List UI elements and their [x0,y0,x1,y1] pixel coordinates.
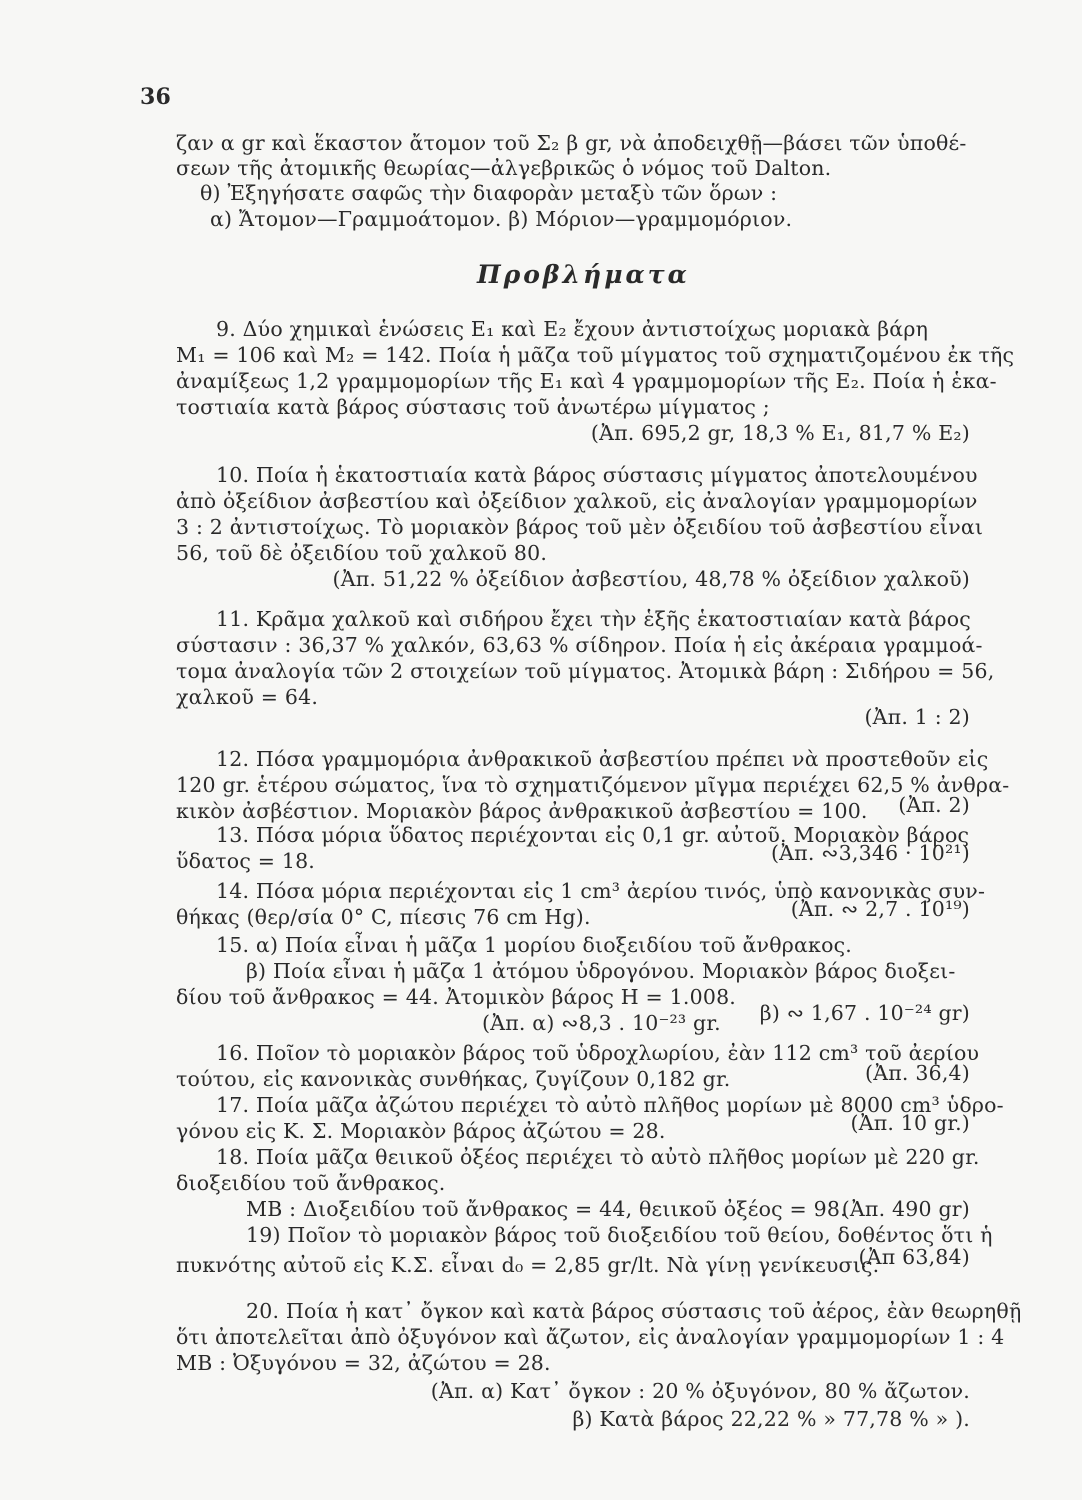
text-line: ζαν α gr καὶ ἕκαστον ἄτομον τοῦ Σ₂ β gr, νὰ ἀποδειχθῇ—βάσει τῶν ὑποθέ- [176,131,967,155]
text-line: γόνου εἰς Κ. Σ. Μοριακὸν βάρος ἀζώτου = 28. [176,1119,666,1143]
text-line: τούτου, εἰς κανονικὰς συνθήκας, ζυγίζουν 0,182 gr. [176,1067,731,1091]
text-line: 3 : 2 ἀντιστοίχως. Τὸ μοριακὸν βάρος τοῦ μὲν ὀξειδίου τοῦ ἀσβεστίου εἶναι [176,515,984,539]
answer-line: (Ἀπ. 1 : 2) [864,705,970,729]
text-line: 11. Κρᾶμα χαλκοῦ καὶ σιδήρου ἔχει τὴν ἑξῆς ἑκατοστιαίαν κατὰ βάρος [216,607,971,631]
answer-line: β) ∾ 1,67 . 10⁻²⁴ gr) [759,1001,970,1025]
text-line: 120 gr. ἑτέρου σώματος, ἵνα τὸ σχηματιζόμενον μῖγμα περιέχει 62,5 % ἀνθρα- [176,773,1010,797]
text-line: ΜΒ : Ὀξυγόνου = 32, ἀζώτου = 28. [176,1351,551,1375]
text-line: M₁ = 106 καὶ M₂ = 142. Ποία ἡ μᾶζα τοῦ μίγματος τοῦ σχηματιζομένου ἐκ τῆς [176,343,1015,367]
text-line: χαλκοῦ = 64. [176,685,319,709]
text-line: 12. Πόσα γραμμομόρια ἀνθρακικοῦ ἀσβεστίου πρέπει νὰ προστεθοῦν εἰς [216,747,989,771]
answer-line: (Ἀπ. ∾ 2,7 . 10¹⁹) [790,897,970,921]
text-line: 20. Ποία ἡ κατ᾽ ὄγκον καὶ κατὰ βάρος σύστασις τοῦ ἀέρος, ἐὰν θεωρηθῇ [246,1299,1022,1323]
text-line: ἀπὸ ὀξείδιον ἀσβεστίου καὶ ὀξείδιον χαλκοῦ, εἰς ἀναλογίαν γραμμομορίων [176,489,978,513]
text-line: θήκας (θερ/σία 0° C, πίεσις 76 cm Hg). [176,905,591,929]
section-title: Προβλήματα [477,260,690,289]
answer-line: (Ἀπ. 51,22 % ὀξείδιον ἀσβεστίου, 48,78 % ὀξείδιον χαλκοῦ) [332,567,970,591]
text-line: 15. α) Ποία εἶναι ἡ μᾶζα 1 μορίου διοξειδίου τοῦ ἄνθρακος. [216,933,853,957]
text-line: 56, τοῦ δὲ ὀξειδίου τοῦ χαλκοῦ 80. [176,541,548,565]
text-line: 14. Πόσα μόρια περιέχονται εἰς 1 cm³ ἀερίου τινός, ὑπὸ κανονικὰς συν- [216,879,986,903]
text-line: 10. Ποία ἡ ἑκατοστιαία κατὰ βάρος σύστασις μίγματος ἀποτελουμένου [216,463,978,487]
text-line: 13. Πόσα μόρια ὕδατος περιέχονται εἰς 0,1 gr. αὐτοῦ. Μοριακὸν βάρος [216,823,970,847]
text-line: 17. Ποία μᾶζα ἀζώτου περιέχει τὸ αὐτὸ πλῆθος μορίων μὲ 8000 cm³ ὑδρο- [216,1093,1004,1117]
answer-line: (Ἀπ. 10 gr.) [850,1111,970,1135]
answer-line: (Ἀπ. 490 gr) [841,1197,970,1221]
text-line: πυκνότης αὐτοῦ εἰς Κ.Σ. εἶναι d₀ = 2,85 gr/lt. Νὰ γίνῃ γενίκευσις. [176,1253,880,1277]
text-line: τοστιαία κατὰ βάρος σύστασις τοῦ ἀνωτέρω μίγματος ; [176,395,770,419]
text-line: α) Ἄτομον—Γραμμοάτομον. β) Μόριον—γραμμομόριον. [210,207,793,231]
answer-line: (Ἀπ. 36,4) [865,1061,970,1085]
text-line: 19) Ποῖον τὸ μοριακὸν βάρος τοῦ διοξειδίου τοῦ θείου, δοθέντος ὅτι ἡ [246,1223,993,1247]
text-line: σύστασιν : 36,37 % χαλκόν, 63,63 % σίδηρον. Ποία ἡ εἰς ἀκέραια γραμμοά- [176,633,983,657]
text-line: ἀναμίξεως 1,2 γραμμομορίων τῆς Ε₁ καὶ 4 γραμμομορίων τῆς Ε₂. Ποία ἡ ἑκα- [176,369,997,393]
answer-line: β) Κατὰ βάρος 22,22 % » 77,78 % » ). [572,1407,970,1431]
text-line: ὕδατος = 18. [176,849,316,873]
text-line: β) Ποία εἶναι ἡ μᾶζα 1 ἀτόμου ὑδρογόνου. Μοριακὸν βάρος διοξει- [246,959,956,983]
text-line: 16. Ποῖον τὸ μοριακὸν βάρος τοῦ ὑδροχλωρίου, ἐὰν 112 cm³ τοῦ ἀερίου [216,1041,980,1065]
text-line: 9. Δύο χημικαὶ ἑνώσεις Ε₁ καὶ Ε₂ ἔχουν ἀντιστοίχως μοριακὰ βάρη [216,317,929,341]
text-line: κικὸν ἀσβέστιον. Μοριακὸν βάρος ἀνθρακικοῦ ἀσβεστίου = 100. [176,799,868,823]
text-line: θ) Ἐξηγήσατε σαφῶς τὴν διαφορὰν μεταξὺ τῶν ὅρων : [200,181,778,205]
text-line: διοξειδίου τοῦ ἄνθρακος. [176,1171,446,1195]
text-line: τομα ἀναλογία τῶν 2 στοιχείων τοῦ μίγματος. Ἀτομικὰ βάρη : Σιδήρου = 56, [176,659,995,683]
text-line: σεων τῆς ἀτομικῆς θεωρίας—ἀλγεβρικῶς ὁ νόμος τοῦ Dalton. [176,156,832,180]
text-line: ΜΒ : Διοξειδίου τοῦ ἄνθρακος = 44, θειικοῦ ὀξέος = 98. [246,1197,847,1221]
text-line: δίου τοῦ ἄνθρακος = 44. Ἀτομικὸν βάρος H = 1.008. [176,985,737,1009]
answer-line: (Ἀπ. α) ∾8,3 . 10⁻²³ gr. [482,1011,721,1035]
answer-line: (Ἀπ. ∾3,346 · 10²¹) [770,841,970,865]
answer-line: (Ἀπ 63,84) [858,1245,970,1269]
answer-line: (Ἀπ. 2) [898,793,970,817]
text-line: ὅτι ἀποτελεῖται ἀπὸ ὀξυγόνον καὶ ἄζωτον, εἰς ἀναλογίαν γραμμομορίων 1 : 4 [176,1325,1005,1349]
answer-line: (Ἀπ. α) Κατ᾽ ὄγκον : 20 % ὀξυγόνον, 80 % ἄζωτον. [430,1379,970,1403]
text-line: 18. Ποία μᾶζα θειικοῦ ὀξέος περιέχει τὸ αὐτὸ πλῆθος μορίων μὲ 220 gr. [216,1145,980,1169]
answer-line: (Ἀπ. 695,2 gr, 18,3 % Ε₁, 81,7 % Ε₂) [590,421,970,445]
page-number: 36 [140,84,172,110]
